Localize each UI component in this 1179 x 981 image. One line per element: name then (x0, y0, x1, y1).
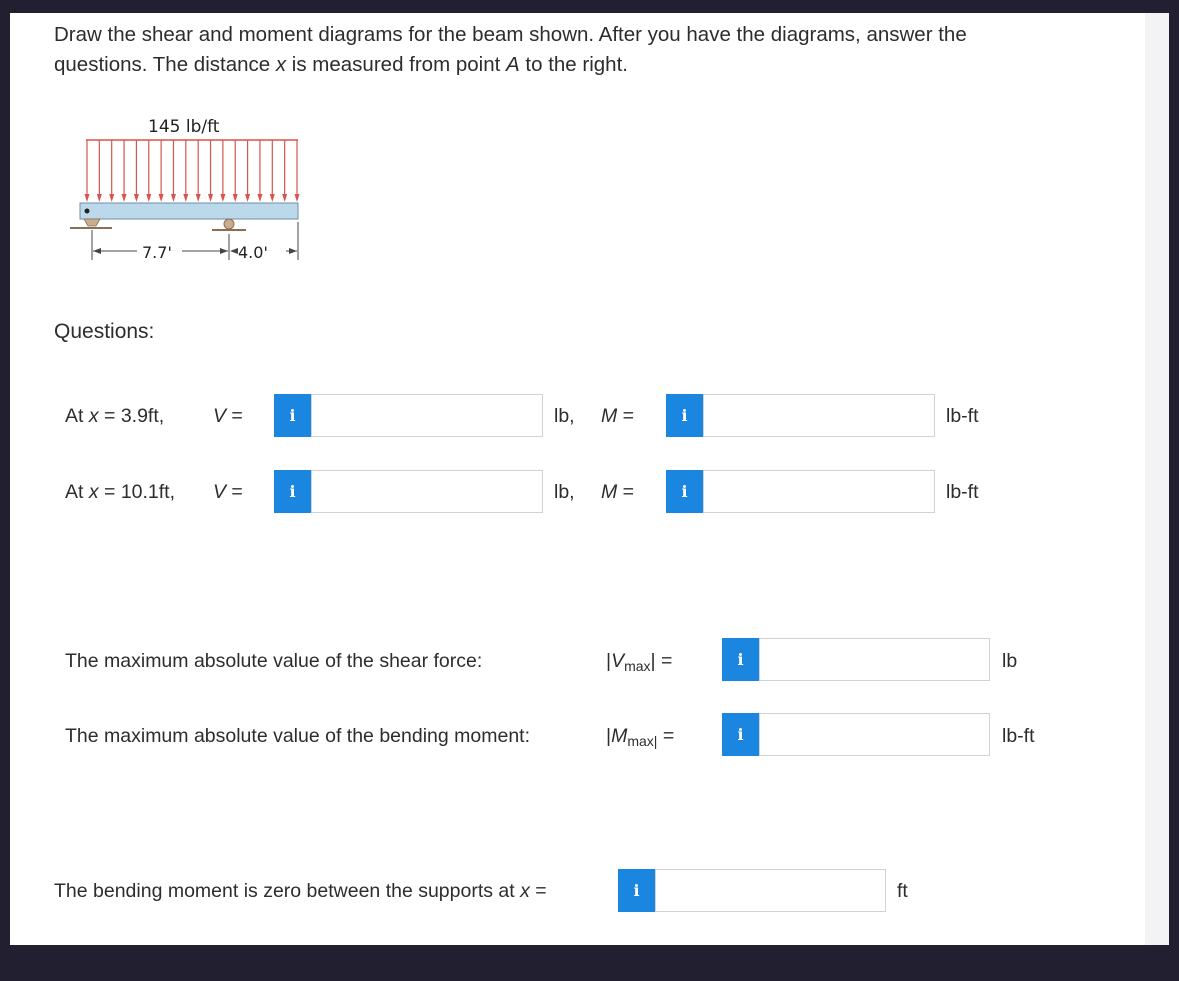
info-icon[interactable]: i (666, 470, 703, 513)
load-arrow-head (233, 194, 238, 202)
info-icon[interactable]: i (722, 638, 759, 681)
row1-m-unit: lb-ft (946, 405, 979, 427)
load-arrow-head (220, 194, 225, 202)
dim-right-label: 4.0' (238, 243, 268, 262)
row2-position-label: At x = 10.1ft, (65, 481, 176, 503)
load-arrow-head (146, 194, 151, 202)
beam-figure (62, 110, 312, 275)
row2-v-label: V = (213, 481, 243, 503)
row1-v-unit: lb, (554, 405, 575, 427)
zero-moment-label: The bending moment is zero between the supports at x = (54, 880, 547, 902)
load-arrow-head (270, 194, 275, 202)
dim-left-label: 7.7' (142, 243, 172, 262)
load-arrow-head (257, 194, 262, 202)
vmax-input[interactable] (759, 638, 990, 681)
info-icon[interactable]: i (722, 713, 759, 756)
row1-m-label: M = (601, 405, 635, 427)
info-icon[interactable]: i (618, 869, 655, 912)
row2-v-input[interactable] (311, 470, 543, 513)
mmax-input[interactable] (759, 713, 990, 756)
load-arrow-head (208, 194, 213, 202)
load-arrow-head (85, 194, 90, 202)
load-arrow-head (122, 194, 127, 202)
row2-v-unit: lb, (554, 481, 575, 503)
load-arrow-head (245, 194, 250, 202)
info-icon[interactable]: i (666, 394, 703, 437)
info-icon[interactable]: i (274, 470, 311, 513)
row1-position-label: At x = 3.9ft, (65, 405, 165, 427)
max-shear-label: The maximum absolute value of the shear force: (65, 650, 483, 672)
row1-m-input[interactable] (703, 394, 935, 437)
beam-diagram (62, 110, 312, 270)
roller-support-b (212, 219, 246, 230)
load-arrow-head (282, 194, 287, 202)
row2-m-input[interactable] (703, 470, 935, 513)
info-icon[interactable]: i (274, 394, 311, 437)
mmax-symbol: $|M_{max|}$ = (606, 725, 675, 749)
load-arrow-head (183, 194, 188, 202)
load-arrow-head (171, 194, 176, 202)
row2-m-unit: lb-ft (946, 481, 979, 503)
zero-moment-unit: ft (897, 880, 908, 902)
problem-statement: Draw the shear and moment diagrams for the beam shown. After you have the diagrams, answer the questions. The distance x is measured from point A to the right. (54, 23, 967, 76)
beam (80, 203, 298, 219)
zero-moment-input[interactable] (655, 869, 886, 912)
row1-v-input[interactable] (311, 394, 543, 437)
load-arrow-head (134, 194, 139, 202)
max-moment-label: The maximum absolute value of the bending moment: (65, 725, 531, 747)
load-arrow-head (159, 194, 164, 202)
mmax-unit: lb-ft (1002, 725, 1035, 747)
vmax-unit: lb (1002, 650, 1018, 672)
pin-point-a (85, 209, 90, 214)
load-arrow-head (196, 194, 201, 202)
load-arrow-head (97, 194, 102, 202)
questions-heading: Questions: (54, 320, 155, 343)
load-arrow-head (109, 194, 114, 202)
vmax-symbol: $|V_{max}|$ = (606, 650, 673, 674)
load-arrow-head (295, 194, 300, 202)
load-arrows (85, 140, 300, 202)
row1-v-label: V = (213, 405, 243, 427)
right-margin (1145, 13, 1169, 945)
pin-support-a (70, 219, 112, 228)
load-label: 145 lb/ft (148, 117, 220, 137)
row2-m-label: M = (601, 481, 635, 503)
